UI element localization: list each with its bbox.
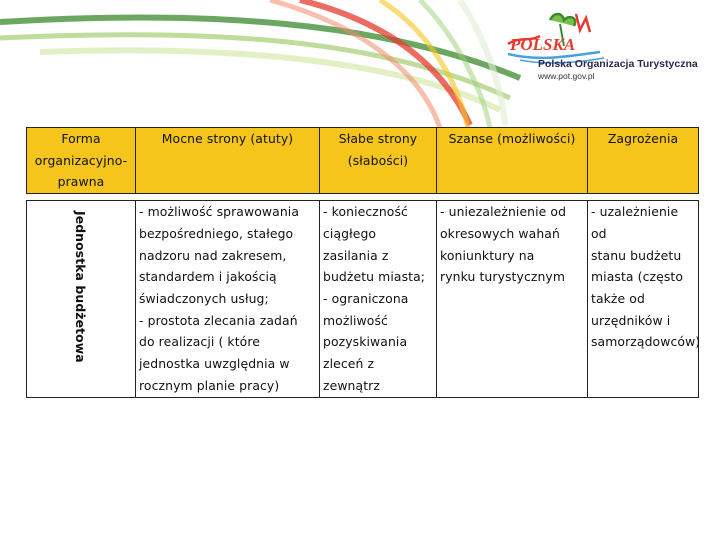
header-weaknesses: Słabe strony (słabości) <box>320 128 437 194</box>
swot-table <box>26 127 699 398</box>
cell-weaknesses <box>320 201 437 398</box>
header-form: Forma organizacyjno-prawna <box>27 128 136 194</box>
opportunities-text: - uniezależnienie od okresowych wahań koniunktury na rynku turystycznym <box>440 204 567 285</box>
header-threats: Zagrożenia <box>588 128 699 194</box>
cell-threats <box>588 201 699 398</box>
threats-text: - uzależnienie od stanu budżetu miasta (często także od urzędników i samorządowców) <box>591 204 701 350</box>
polska-logo <box>500 6 715 96</box>
header-strengths: Mocne strony (atuty) <box>136 128 320 194</box>
cell-strengths <box>136 201 320 398</box>
header-row <box>27 128 699 194</box>
cell-opportunities <box>437 201 588 398</box>
organization-name: Polska Organizacja Turystyczna <box>538 58 698 70</box>
organization-url[interactable]: www.pot.gov.pl <box>538 71 595 81</box>
row-label-cell <box>27 201 136 398</box>
header-opportunities: Szanse (możliwości) <box>437 128 588 194</box>
table-row <box>27 201 699 398</box>
weaknesses-text: - konieczność ciągłego zasilania z budżetu miasta; - ograniczona możliwość pozyskiwania zleceń z zewnątrz <box>323 204 426 393</box>
row-label: Jednostka budżetowa <box>73 211 88 363</box>
strengths-text: - możliwość sprawowania bezpośredniego, stałego nadzoru nad zakresem, standardem i jakością świadczonych usług; - prostota zlecania zadań do realizacji ( które jednostka uwzględnia w rocznym planie pracy) <box>139 204 300 393</box>
row-gap <box>27 194 699 201</box>
polska-logo-text: POLSKA <box>510 35 576 54</box>
